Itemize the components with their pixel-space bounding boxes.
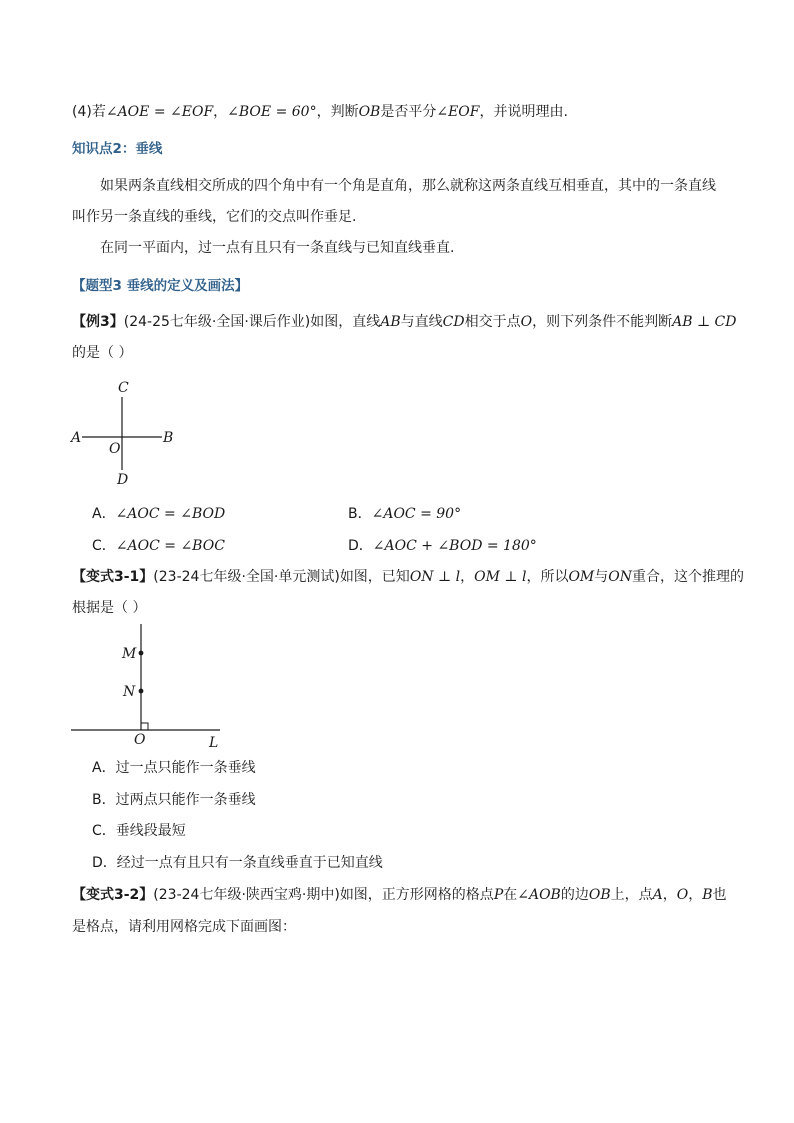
ex3-option-d[interactable] [348, 536, 537, 556]
var31-option-a[interactable]: A．过一点只能作一条垂线 [92, 760, 256, 776]
label-o: O [109, 441, 121, 457]
q4-prefix: (4)若 [72, 104, 106, 120]
q4-math-2: ∠BOE = 60° [227, 104, 317, 120]
right-angle-mark [141, 723, 148, 730]
q4-text-1: ，判断 [316, 104, 359, 120]
var31-text-1: 如图，已知 [339, 569, 410, 585]
option-a-math: ∠AOC = ∠BOD [115, 506, 226, 522]
var32-math-3: OB [588, 887, 611, 903]
variation-3-1-stem [72, 567, 744, 587]
var31-math-3: OM [568, 569, 595, 585]
var32-math-4: A [652, 887, 663, 903]
q4-text-3: ，并说明理由. [479, 104, 568, 120]
variation-3-2-source: (23-24七年级·陕西宝鸡·期中) [153, 887, 340, 903]
q4-math-1: ∠AOE = ∠EOF [105, 104, 214, 120]
var32-text-4: 上，点 [610, 887, 653, 903]
option-b-math: ∠AOC = 90° [371, 506, 462, 522]
point-m [139, 651, 144, 656]
label-a: A [71, 430, 82, 446]
var32-text-3: 的边 [560, 887, 589, 903]
var32-comma-1: ， [662, 887, 677, 903]
figure-perpendicular-mn [68, 620, 228, 752]
example-3-stem [72, 312, 737, 332]
var31-option-b[interactable]: B．过两点只能作一条垂线 [92, 792, 256, 808]
var31-text-2: ，所以 [526, 569, 569, 585]
variation-3-1-source: (23-24七年级·全国·单元测试) [153, 569, 340, 585]
label-c: C [118, 380, 129, 396]
option-c-letter: C． [92, 538, 116, 554]
variation-3-2-stem-line-2: 是格点，请利用网格完成下面画图： [72, 919, 296, 935]
example-3-source: (24-25七年级·全国·课后作业) [123, 314, 311, 330]
var31-sep: ， [460, 569, 475, 585]
ex3-text-3: 相交于点 [464, 314, 521, 330]
var32-text-5: 也 [712, 887, 727, 903]
ex3-text-1: 如图，直线 [310, 314, 381, 330]
option-d-letter: D． [348, 538, 373, 554]
example-3-tag: 【例3】 [72, 314, 124, 330]
ex3-math-3: O [520, 314, 533, 330]
var32-text-1: 如图，正方形网格的格点 [339, 887, 494, 903]
knowledge-point-2-heading: 知识点2：垂线 [72, 141, 163, 157]
variation-3-1-tag: 【变式3-1】 [72, 569, 154, 585]
variation-3-2-tag: 【变式3-2】 [72, 887, 154, 903]
variation-3-1-stem-line-2: 根据是（ ） [72, 600, 147, 616]
label-m: M [122, 646, 137, 662]
var32-text-2: 在 [503, 887, 518, 903]
label-b: B [163, 430, 174, 446]
question-4 [72, 102, 568, 122]
var31-text-3: 与 [594, 569, 609, 585]
q4-sep: ， [213, 104, 228, 120]
option-c-math: ∠AOC = ∠BOC [115, 538, 225, 554]
var32-math-6: B [702, 887, 713, 903]
definition-line-1: 如果两条直线相交所成的四个角中有一个角是直角，那么就称这两条直线互相垂直，其中的一条直线 [100, 178, 716, 194]
figure-intersecting-lines [68, 372, 188, 492]
ex3-math-2: CD [442, 314, 465, 330]
ex3-option-a[interactable] [92, 504, 225, 524]
variation-3-2-stem [72, 885, 727, 905]
var32-comma-2: ， [688, 887, 703, 903]
ex3-math-1: AB [380, 314, 401, 330]
var32-math-2: ∠AOB [517, 887, 561, 903]
q4-math-3: OB [358, 104, 381, 120]
ex3-math-4: AB ⊥ CD [672, 314, 737, 330]
label-l: L [209, 735, 219, 751]
var31-math-4: ON [608, 569, 632, 585]
q4-math-4: ∠EOF [436, 104, 480, 120]
topic-3-heading: 【题型3 垂线的定义及画法】 [72, 278, 249, 294]
option-a-letter: A． [92, 506, 116, 522]
label-o2: O [134, 732, 146, 748]
var31-math-1: ON ⊥ l [409, 569, 461, 585]
ex3-option-c[interactable] [92, 536, 225, 556]
var31-math-2: OM ⊥ l [474, 569, 527, 585]
var32-math-1: P [493, 887, 504, 903]
example-3-stem-line-2: 的是（ ） [72, 345, 133, 361]
label-n: N [123, 684, 136, 700]
label-d: D [117, 472, 129, 488]
option-b-letter: B． [348, 506, 372, 522]
ex3-text-2: 与直线 [400, 314, 443, 330]
ex3-text-4: ，则下列条件不能判断 [532, 314, 673, 330]
var31-option-d[interactable]: D．经过一点有且只有一条直线垂直于已知直线 [92, 855, 383, 871]
var32-math-5: O [676, 887, 689, 903]
option-d-math: ∠AOC + ∠BOD = 180° [372, 538, 537, 554]
var31-text-4: 重合，这个推理的 [632, 569, 744, 585]
var31-option-c[interactable]: C．垂线段最短 [92, 823, 186, 839]
ex3-option-b[interactable] [348, 504, 461, 524]
definition-line-2: 叫作另一条直线的垂线，它们的交点叫作垂足. [72, 209, 357, 225]
q4-text-2: 是否平分 [380, 104, 437, 120]
point-n [139, 689, 144, 694]
definition-line-3: 在同一平面内，过一点有且只有一条直线与已知直线垂直. [100, 240, 455, 256]
